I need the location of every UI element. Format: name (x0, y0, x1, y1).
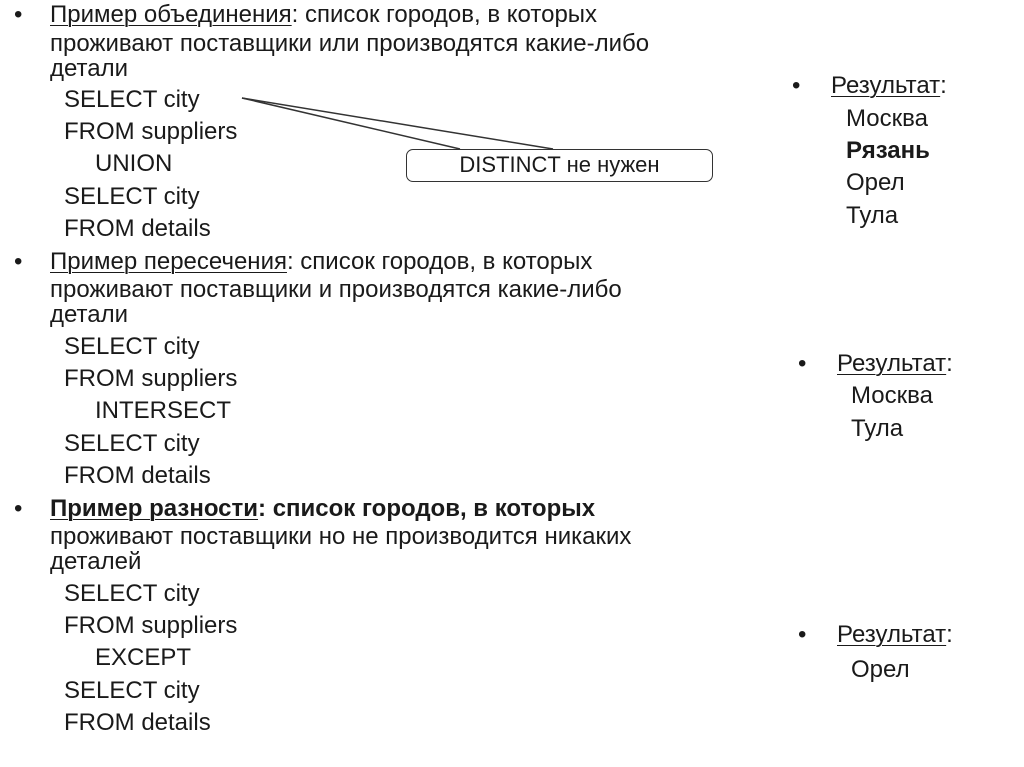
bullet-marker: • (798, 350, 807, 377)
sql-line: SELECT city (64, 333, 200, 360)
union-title: Пример объединения (50, 1, 292, 28)
union-description-line: детали (50, 55, 129, 82)
sql-line: FROM suppliers (64, 612, 238, 639)
result-heading (837, 623, 953, 647)
sql-line: SELECT city (64, 580, 200, 607)
sql-operator: EXCEPT (95, 644, 192, 671)
distinct-callout: DISTINCT не нужен (406, 149, 713, 182)
union-heading (50, 3, 597, 27)
sql-operator: UNION (95, 150, 173, 177)
bullet-marker: • (14, 495, 23, 522)
sql-line: FROM details (64, 709, 211, 736)
result-value: Орел (846, 169, 905, 196)
result-label: Результат (831, 72, 941, 99)
result-label: Результат (837, 350, 947, 377)
result-value: Москва (846, 105, 928, 132)
result-value: Тула (846, 202, 899, 229)
result-value: Москва (851, 382, 933, 409)
sql-line: SELECT city (64, 430, 200, 457)
bullet-marker: • (14, 1, 23, 28)
result-heading (837, 352, 953, 376)
intersect-heading (50, 250, 592, 274)
sql-line: FROM suppliers (64, 118, 238, 145)
intersect-description-line: проживают поставщики и производятся какие-либо (50, 276, 622, 303)
result-heading (831, 74, 947, 98)
callout-pointer-line-upper (242, 98, 553, 149)
result-value: Орел (851, 656, 910, 683)
sql-operator: INTERSECT (95, 397, 232, 424)
sql-line: SELECT city (64, 86, 200, 113)
intersect-description-line: детали (50, 301, 129, 328)
result-label: Результат (837, 621, 947, 648)
callout-pointer-line-lower (242, 98, 460, 149)
result-colon: : (940, 72, 947, 99)
except-heading-rest: : список городов, в которых (258, 495, 596, 522)
except-description-line: проживают поставщики но не производится никаких (50, 523, 632, 550)
except-title: Пример разности (50, 495, 259, 522)
intersect-heading-rest: : список городов, в которых (286, 248, 593, 275)
union-heading-rest: : список городов, в которых (291, 1, 598, 28)
sql-line: SELECT city (64, 183, 200, 210)
bullet-marker: • (792, 72, 801, 99)
bullet-marker: • (798, 621, 807, 648)
result-value: Тула (851, 415, 904, 442)
except-description-line: деталей (50, 548, 142, 575)
union-description-line: проживают поставщики или производятся какие-либо (50, 30, 650, 57)
result-colon: : (946, 350, 953, 377)
intersect-title: Пример пересечения (50, 248, 287, 275)
sql-line: FROM details (64, 215, 211, 242)
result-value: Рязань (846, 137, 930, 164)
sql-line: SELECT city (64, 677, 200, 704)
sql-line: FROM suppliers (64, 365, 238, 392)
result-colon: : (946, 621, 953, 648)
sql-line: FROM details (64, 462, 211, 489)
except-heading (50, 497, 595, 521)
bullet-marker: • (14, 248, 23, 275)
